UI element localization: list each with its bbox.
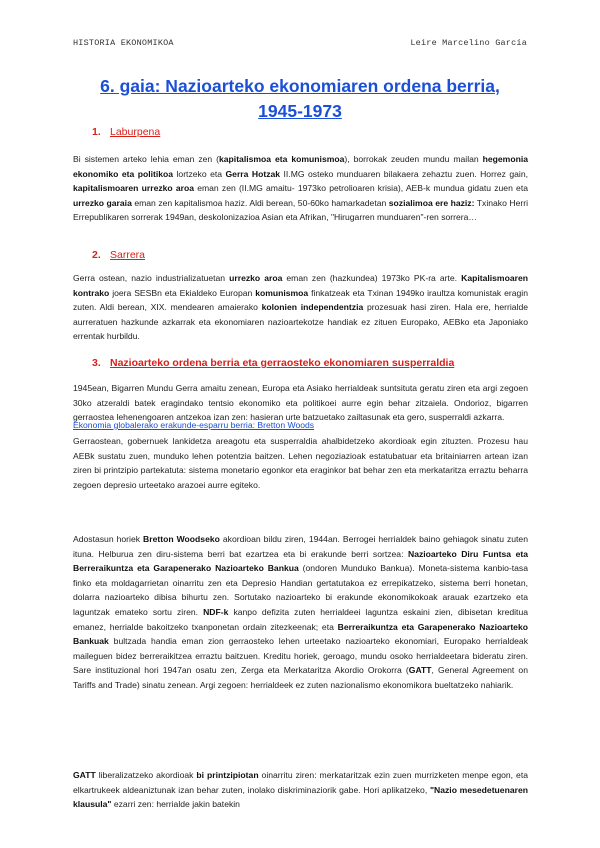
header-course-title: HISTORIA EKONOMIKOA: [73, 38, 174, 48]
text-run: Adostasun horiek: [73, 534, 144, 544]
text-run: 1945ean, Bigarren Mundu Gerra amaitu zenean, Europa eta Asiako herrialdeak suntsituta geratu ziren eta argi zegoen 30ko atzeraldi batek eragindako tentsio ekonomiko eta politikoei aurre egin behar zitzaiela. Ondorioz, bigarren gerraostea lehenengoaren antzekoa izan zen: hasieran urte batzuetako zailtasunak eta gero, susperraldi azkarra.: [73, 383, 528, 423]
page-title-line-1: 6. gaia: Nazioarteko ekonomiaren ordena berria,: [100, 76, 500, 96]
paragraph-bretton-woods: [73, 532, 528, 693]
paragraph-lankidetza: [73, 434, 528, 492]
section-number: 3.: [92, 357, 101, 369]
bold-text-run: hegemonia ekonomiko eta politikoa: [73, 154, 528, 179]
bold-text-run: kapitalismoaren urrezko aroa: [73, 183, 195, 194]
subsection-link-bretton-woods[interactable]: Ekonomia globalerako erakunde-esparru berria: Bretton Woods: [73, 420, 315, 430]
text-run: ezarri zen: herrialde jakin batekin: [111, 799, 240, 810]
text-run: (ondoren Munduko Bankua). Moneta-sistema kanbio-tasa finko eta moldagarrietan oinarritu zen eta Depresio Handian gertatutakoa ez errepikatzeko, sistema berri honetan, dolarra nazioarteko dibisa bihurtu zen. Sortutako nazioarteko bi erakunde ekonomikokoak arauak ezartzeko eta laguntzak emateko sortu ziren.: [73, 563, 528, 617]
bold-text-run: NDF-k: [203, 606, 229, 617]
paragraph-sarrera: [73, 271, 528, 344]
text-run: ), borrokak zeuden mundu mailan: [344, 154, 483, 164]
text-run: eman zen (hazkundea) 1973ko PK-ra arte.: [282, 273, 462, 283]
bold-text-run: kapitalismoa eta komunismoa: [219, 154, 345, 164]
text-run: liberalizatzeko akordioak: [95, 770, 197, 780]
text-run: akordioan bildu ziren, 1944an. Berrogei herrialdek baino gehiagok sinatu zuten ituna. Helburua zen diru-sistema berri bat ezartzea eta bi erakunde berri sortzea:: [73, 534, 528, 559]
bold-text-run: urrezko garaia: [73, 197, 132, 208]
section-label: Laburpena: [110, 126, 161, 138]
section-heading-ordena-berria: [92, 357, 454, 369]
page-title: [60, 74, 540, 124]
section-number: 1.: [92, 126, 101, 138]
paragraph-laburpena: [73, 152, 528, 225]
section-label: Sarrera: [110, 249, 146, 261]
paragraph-gatt: [73, 768, 528, 812]
text-run: , General Agreement on Tariffs and Trade) sinatu zenean. Argi zegoen: herrialdeek ez zuten nazionalismo ekonomikora bueltatzeko nahiarik.: [73, 665, 528, 690]
bold-text-run: Nazioarteko Diru Funtsa eta Berreraikuntza eta Garapenerako Nazioarteko Bankua: [73, 548, 528, 574]
text-run: kanpo defizita zuten herrialdeei laguntza eskaini zien, dibisetan kreditua emanez, herrialde bakoitzeko txanponetan ordain zitezkeenak; eta: [73, 606, 529, 632]
section-number: 2.: [92, 249, 101, 261]
bold-text-run: Berreraikuntza eta Garapenerako Nazioarteko Bankuak: [73, 621, 528, 647]
bold-text-run: komunismoa: [255, 287, 309, 298]
bold-text-run: kolonien independentzia: [261, 302, 364, 313]
page-header: [73, 38, 527, 50]
section-heading-sarrera: [92, 249, 145, 261]
text-run: prozesuak hasi ziren. Hala ere, herrialde aurreratuen hazkunde azkarrak eta ekonomiaren nazioartekotze handiak ez zituen Europako, AEBko eta Japoniako errentak hurbildu.: [73, 302, 528, 342]
text-run: Gerraostean, gobernuek lankidetza areagotu eta susperraldia ahalbidetzeko akordioak egin zituzten. Prozesu hau AEBk sustatu zuen, munduko lehen potentzia baitzen. Lehen negoziazioak estatubatuar eta britainiarren artean izan ziren bi printzipio partekatuta: sistema monetario egonkor eta eraginkor bat behar zen eta merkataritza erraztu beharra zegoen depresio urteetako arazoei aurre egiteko.: [73, 436, 528, 490]
paragraph-gerraostea: [73, 381, 528, 425]
bold-text-run: Kapitalismoaren kontrako: [73, 273, 528, 298]
header-author: Leire Marcelino García: [410, 38, 527, 48]
section-heading-laburpena: [92, 126, 160, 138]
bold-text-run: "Nazio mesedetuenaren klausula": [73, 784, 528, 810]
text-run: oinarritu ziren: merkataritzak ezin zuen murrizketen menpe egon, eta elkartrukeek aldeaniztunak izan behar zuten, inolako diskriminaziorik gabe. Hori aplikatzeko,: [73, 770, 528, 795]
text-run: Txinako Herri Errepublikaren sorrerak 1949an, deskolonizazioa Asian eta Afrikan, "Hirugarren munduaren"-ren sorrera…: [73, 197, 528, 223]
text-run: II.MG osteko munduaren bilakaera zehaztu zuen. Horrez gain,: [280, 168, 528, 179]
text-run: Bi sistemen arteko lehia eman zen (: [73, 154, 219, 164]
text-run: eman zen kapitalismoa haziz. Aldi berean, 50-60ko hamarkadetan: [131, 197, 389, 208]
bold-text-run: bi printzipiotan: [196, 770, 259, 780]
bold-text-run: urrezko aroa: [229, 273, 283, 283]
bold-text-run: GATT: [73, 770, 96, 780]
bold-text-run: Bretton Woodseko: [143, 534, 220, 544]
text-run: Gerra ostean, nazio industrializatuetan: [73, 273, 230, 283]
text-run: lortzeko eta: [173, 168, 226, 179]
page-title-line-2: 1945-1973: [258, 101, 342, 121]
text-run: bultzada handia eman zion gerraosteko lehen urteetako nazioarteko ekonomiari, Europako herrialdeak maileguen bidez berreraikitzea erraztu baitzuen. Kreditu horiek, geroago, mundu osoko herrialdeetara bideratu ziren. Sare instituzional hori 1947an osatu zen, Zerga eta Merkataritza Akordio Orokorra (: [73, 636, 528, 676]
text-run: eman zen (II.MG amaitu- 1973ko petrolioaren krisia), AEB-k mundua gidatu zuen eta: [194, 183, 529, 194]
bold-text-run: Gerra Hotzak: [225, 168, 281, 179]
text-run: finkatzeak eta Txinan 1949ko iraultza komunistak eragin zuten. Aldi berean, XIX. mendearen amaierako: [73, 287, 528, 313]
section-label: Nazioarteko ordena berria eta gerraosteko ekonomiaren susperraldia: [110, 357, 455, 369]
text-run: joera SESBn eta Ekialdeko Europan: [109, 287, 256, 298]
bold-text-run: GATT: [408, 665, 432, 676]
bold-text-run: sozialimoa ere haziz:: [388, 197, 475, 208]
